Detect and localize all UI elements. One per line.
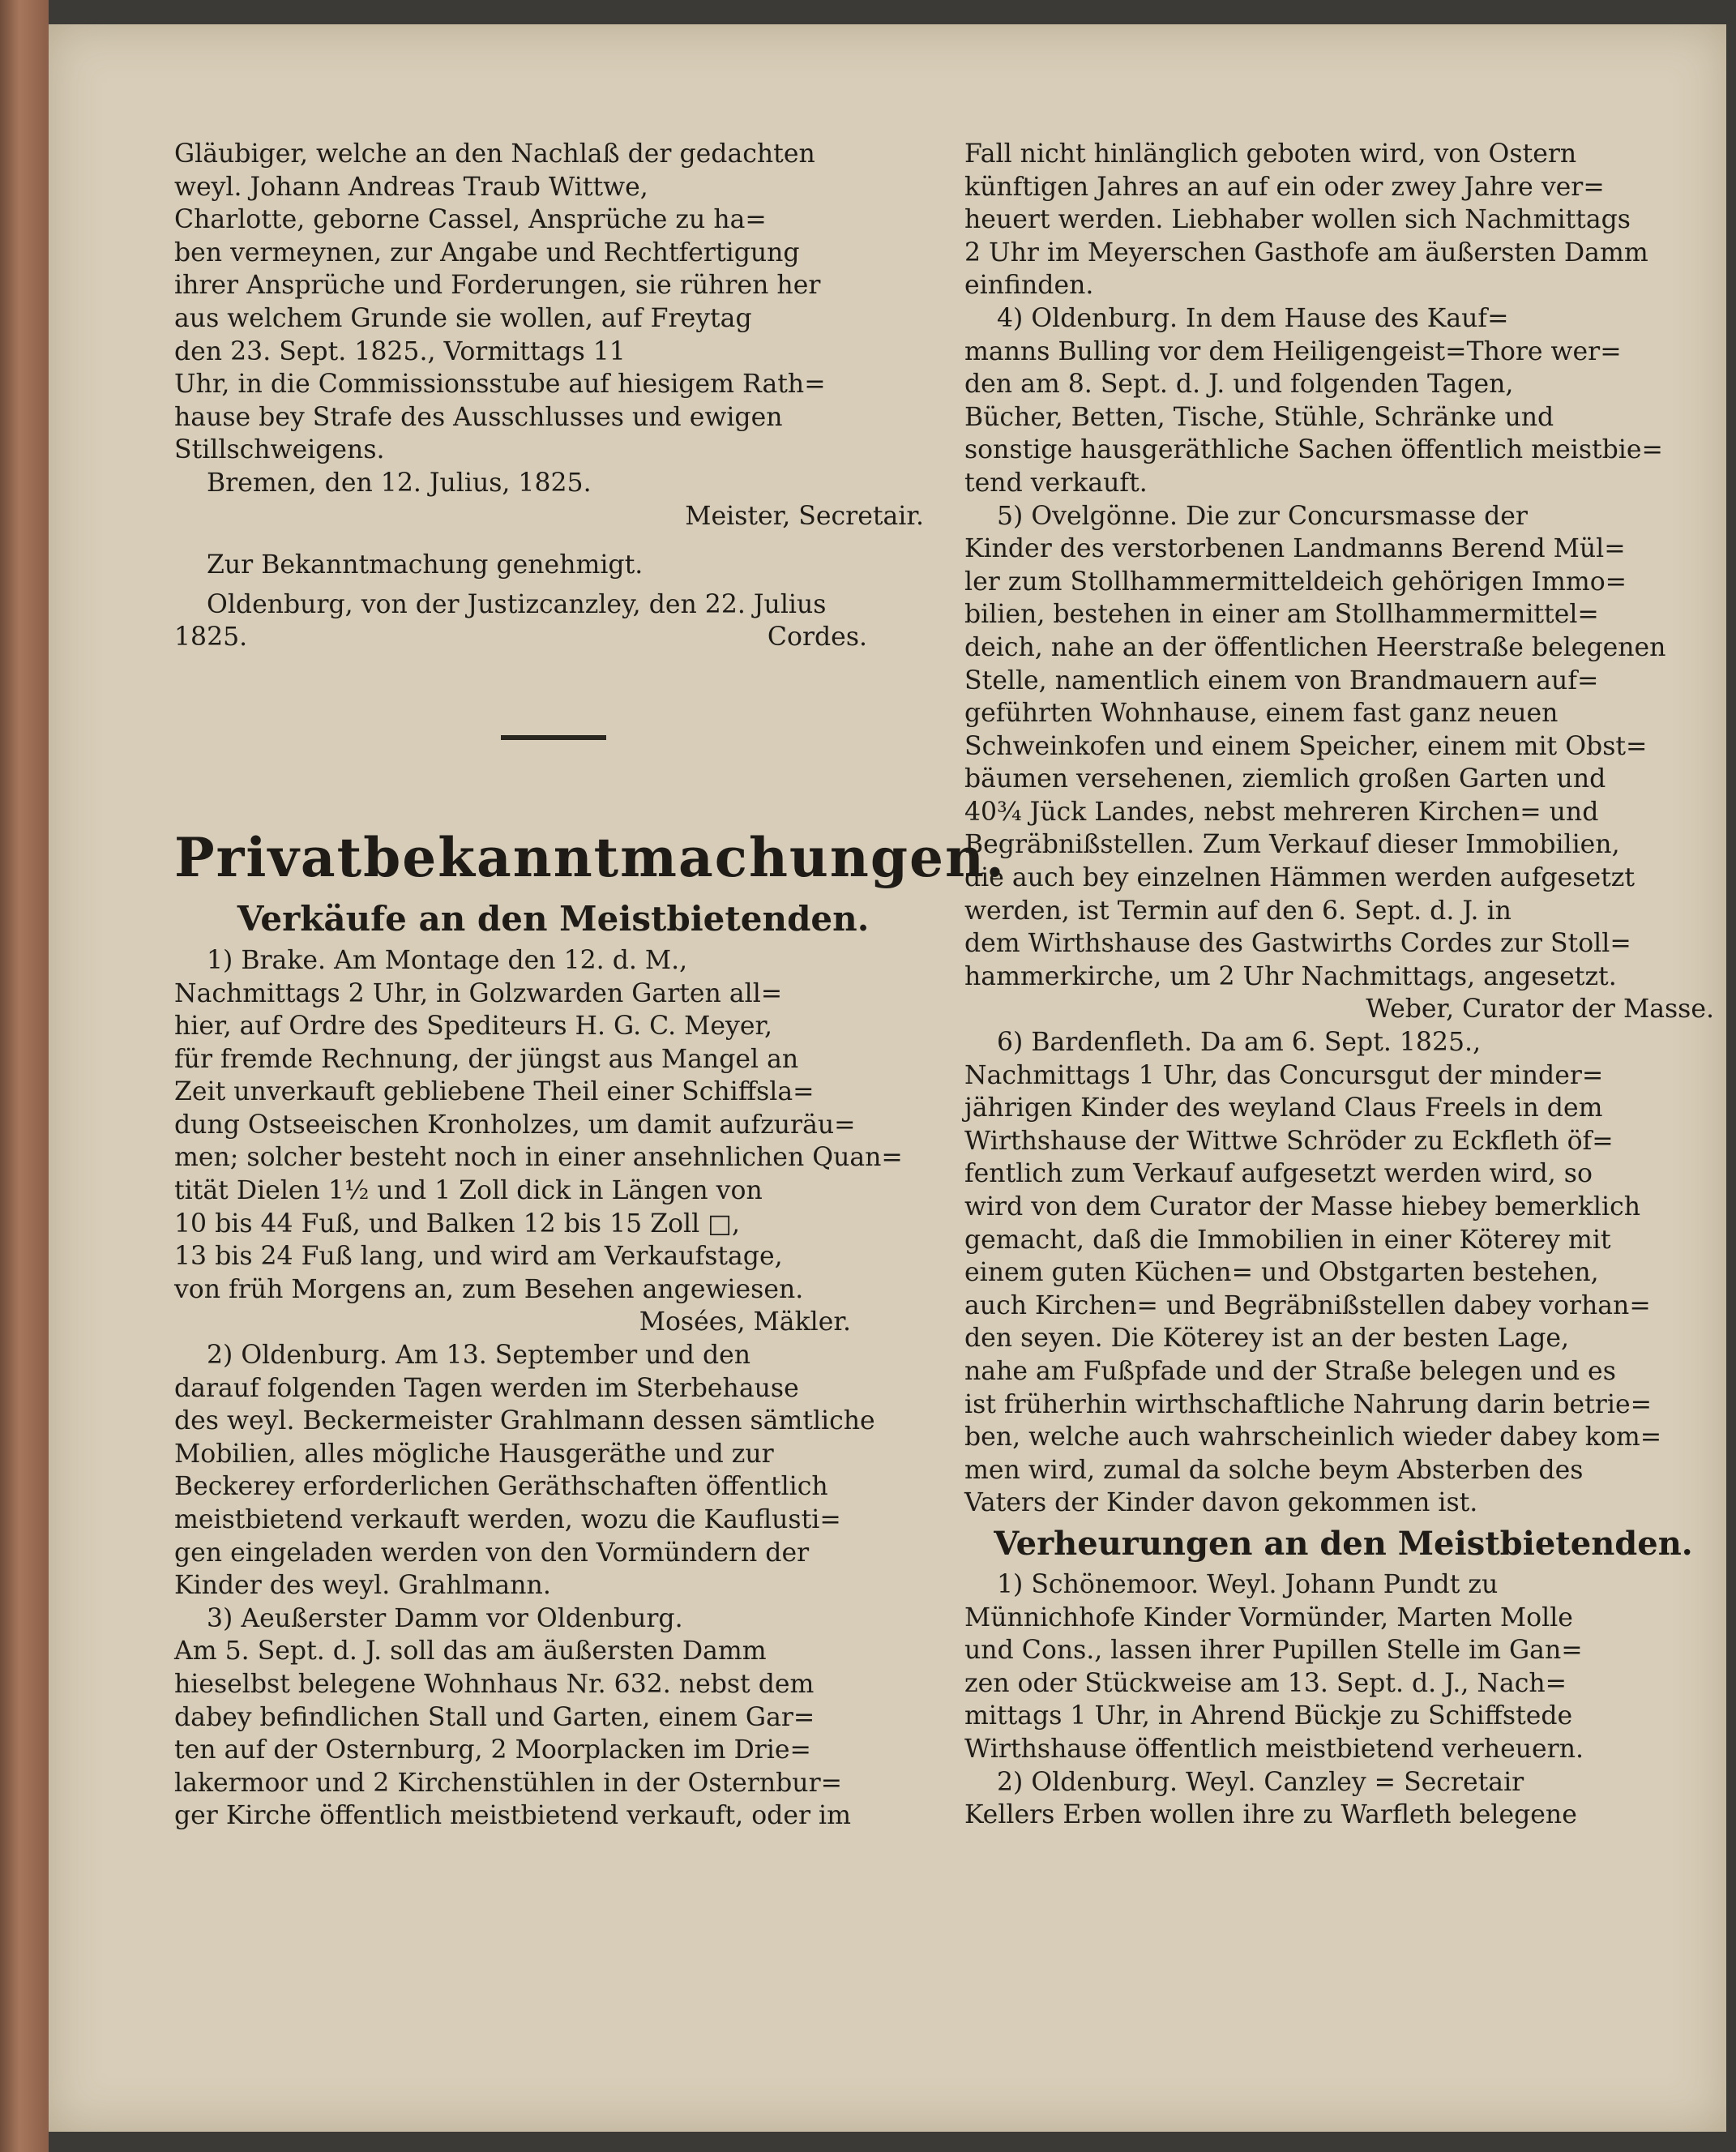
text-line: 1) Brake. Am Montage den 12. d. M., — [207, 945, 688, 975]
text-line: 2) Oldenburg. Am 13. September und den — [207, 1341, 751, 1371]
text-line: Vaters der Kinder davon gekommen ist. — [964, 1488, 1478, 1518]
text-line: Charlotte, geborne Cassel, Ansprüche zu ha= — [174, 205, 767, 235]
listing-item — [964, 500, 1722, 1027]
text-line: Stillschweigens. — [174, 435, 385, 465]
text-line: Wirthshause öffentlich meistbietend verheuern. — [964, 1734, 1584, 1764]
text-line: für fremde Rechnung, der jüngst aus Mangel an — [174, 1044, 799, 1074]
approval-place: Oldenburg, von der Justizcanzley, den 22. Julius — [207, 589, 827, 619]
text-line: hier, auf Ordre des Spediteurs H. G. C. Meyer, — [174, 1012, 773, 1042]
text-line: Gläubiger, welche an den Nachlaß der gedachten — [174, 139, 815, 169]
text-line: tend verkauft. — [964, 468, 1148, 498]
text-line: aus welchem Grunde sie wollen, auf Freytag — [174, 303, 752, 333]
text-line: Schweinkofen und einem Speicher, einem mit Obst= — [964, 731, 1648, 761]
subsection-heading: Verkäufe an den Meistbietenden. — [237, 898, 870, 939]
text-line: ger Kirche öffentlich meistbietend verkauft, oder im — [174, 1801, 851, 1831]
subsection-heading: Verheurungen an den Meistbietenden. — [994, 1524, 1693, 1563]
text-line: men; solcher besteht noch in einer ansehnlichen Quan= — [174, 1143, 903, 1173]
listing-item — [964, 1568, 1722, 1766]
listing-item — [964, 138, 1722, 302]
text-line: Zeit unverkauft gebliebene Theil einer Schiffsla= — [174, 1077, 815, 1107]
text-line: Kinder des weyl. Grahlmann. — [174, 1571, 551, 1601]
text-line: Mobilien, alles mögliche Hausgeräthe und zur — [174, 1439, 774, 1469]
text-line: Am 5. Sept. d. J. soll das am äußersten Damm — [174, 1636, 767, 1666]
text-line: zen oder Stückweise am 13. Sept. d. J., Nach= — [964, 1668, 1567, 1698]
text-line: 2) Oldenburg. Weyl. Canzley = Secretair — [997, 1767, 1524, 1797]
text-line: 2 Uhr im Meyerschen Gasthofe am äußersten Damm — [964, 237, 1648, 267]
text-line: Fall nicht hinlänglich geboten wird, von Ostern — [964, 139, 1577, 169]
text-line: Begräbnißstellen. Zum Verkauf dieser Immobilien, — [964, 830, 1620, 860]
text-line: sonstige hausgeräthliche Sachen öffentlich meistbie= — [964, 435, 1663, 465]
text-line: ben vermeynen, zur Angabe und Rechtfertigung — [174, 237, 800, 267]
text-line: hieselbst belegene Wohnhaus Nr. 632. nebst dem — [174, 1669, 815, 1699]
listing-item — [174, 1602, 932, 1833]
text-line: Kellers Erben wollen ihre zu Warfleth belegene — [964, 1800, 1577, 1830]
text-line: fentlich zum Verkauf aufgesetzt werden wird, so — [964, 1159, 1593, 1189]
text-line: gemacht, daß die Immobilien in einer Köterey mit — [964, 1225, 1611, 1255]
listing-item — [174, 1339, 932, 1602]
listing-item — [964, 1766, 1722, 1832]
text-line: manns Bulling vor dem Heiligengeist=Thore wer= — [964, 336, 1622, 366]
text-line: einem guten Küchen= und Obstgarten bestehen, — [964, 1258, 1599, 1288]
text-line: ist früherhin wirthschaftliche Nahrung darin betrie= — [964, 1389, 1652, 1419]
text-line: tität Dielen 1½ und 1 Zoll dick in Längen von — [174, 1176, 763, 1206]
text-line: bäumen versehenen, ziemlich großen Garten und — [964, 764, 1606, 794]
approval-year: 1825. — [174, 622, 248, 652]
text-line: Beckerey erforderlichen Geräthschaften öffentlich — [174, 1472, 828, 1502]
text-line: künftigen Jahres an auf ein oder zwey Jahre ver= — [964, 172, 1605, 202]
text-line: 13 bis 24 Fuß lang, und wird am Verkaufstage, — [174, 1242, 783, 1272]
text-line: 10 bis 44 Fuß, und Balken 12 bis 15 Zoll □, — [174, 1209, 740, 1239]
text-line: 40¾ Jück Landes, nebst mehreren Kirchen= und — [964, 797, 1599, 827]
text-line: jährigen Kinder des weyland Claus Freels in dem — [964, 1093, 1603, 1123]
text-line: wird von dem Curator der Masse hiebey bemerklich — [964, 1192, 1640, 1221]
listing-item — [964, 302, 1722, 500]
text-line: geführten Wohnhause, einem fast ganz neuen — [964, 699, 1559, 729]
listing-item — [174, 944, 932, 1339]
text-line: von früh Morgens an, zum Besehen angewiesen. — [174, 1274, 804, 1304]
text-line: Münnichhofe Kinder Vormünder, Marten Molle — [964, 1602, 1573, 1632]
text-line: auch Kirchen= und Begräbnißstellen dabey vorhan= — [964, 1290, 1651, 1320]
text-line: lakermoor und 2 Kirchenstühlen in der Osternbur= — [174, 1768, 843, 1798]
text-line: Nachmittags 1 Uhr, das Concursgut der minder= — [964, 1060, 1604, 1090]
text-line: den seyen. Die Köterey ist an der besten Lage, — [964, 1324, 1570, 1354]
text-line: dem Wirthshause des Gastwirths Cordes zur Stoll= — [964, 929, 1631, 959]
section-heading: Privatbekanntmachungen. — [174, 825, 1007, 889]
text-line: Stelle, namentlich einem von Brandmauern auf= — [964, 665, 1599, 695]
text-line: 1) Schönemoor. Weyl. Johann Pundt zu — [997, 1569, 1499, 1599]
place-date: Bremen, den 12. Julius, 1825. — [207, 468, 592, 498]
text-line: hause bey Strafe des Ausschlusses und ewigen — [174, 402, 783, 432]
text-line: meistbietend verkauft werden, wozu die Kauflusti= — [174, 1505, 841, 1534]
text-line: des weyl. Beckermeister Grahlmann dessen sämtliche — [174, 1406, 875, 1436]
text-line: den 23. Sept. 1825., Vormittags 11 — [174, 336, 626, 366]
text-line: die auch bey einzelnen Hämmen werden aufgesetzt — [964, 863, 1636, 893]
text-line: 3) Aeußerster Damm vor Oldenburg. — [207, 1603, 683, 1633]
text-line: nahe am Fußpfade und der Straße belegen und es — [964, 1356, 1616, 1386]
text-line: mittags 1 Uhr, in Ahrend Bückje zu Schiffstede — [964, 1701, 1573, 1731]
text-line: einfinden. — [964, 271, 1094, 301]
text-line: men wird, zumal da solche beym Absterben des — [964, 1455, 1584, 1485]
text-line: darauf folgenden Tagen werden im Sterbehause — [174, 1373, 799, 1403]
signature: Meister, Secretair. — [685, 501, 924, 531]
curator-signature: Weber, Curator der Masse. — [1366, 995, 1714, 1025]
approval-footer — [174, 621, 932, 654]
book-page-edge — [0, 0, 49, 2152]
text-line: Bücher, Betten, Tische, Stühle, Schränke und — [964, 402, 1554, 432]
text-line: heuert werden. Liebhaber wollen sich Nachmittags — [964, 205, 1631, 235]
text-line: ler zum Stollhammermitteldeich gehörigen Immo= — [964, 567, 1627, 597]
text-line: hammerkirche, um 2 Uhr Nachmittags, angesetzt. — [964, 961, 1617, 991]
notice-paragraph — [174, 138, 932, 467]
text-line: Uhr, in die Commissionsstube auf hiesigem Rath= — [174, 370, 826, 400]
text-line: ihrer Ansprüche und Forderungen, sie rühren her — [174, 271, 821, 301]
text-line: 5) Ovelgönne. Die zur Concursmasse der — [997, 501, 1528, 531]
broker-signature: Mosées, Mäkler. — [639, 1307, 851, 1337]
approval-signature: Cordes. — [767, 622, 867, 652]
right-column — [964, 138, 1722, 1832]
text-line: ben, welche auch wahrscheinlich wieder dabey kom= — [964, 1423, 1662, 1452]
text-line: bilien, bestehen in einer am Stollhammermittel= — [964, 600, 1599, 630]
text-line: Wirthshause der Wittwe Schröder zu Eckfleth öf= — [964, 1126, 1614, 1156]
approval-line: Zur Bekanntmachung genehmigt. — [207, 550, 644, 580]
text-line: dung Ostseeischen Kronholzes, um damit aufzuräu= — [174, 1110, 856, 1140]
text-line: dabey befindlichen Stall und Garten, einem Gar= — [174, 1702, 815, 1732]
listing-item — [964, 1026, 1722, 1520]
text-line: 4) Oldenburg. In dem Hause des Kauf= — [997, 303, 1509, 333]
text-line: deich, nahe an der öffentlichen Heerstraße belegenen — [964, 632, 1666, 662]
section-divider — [501, 735, 606, 740]
text-line: werden, ist Termin auf den 6. Sept. d. J. in — [964, 896, 1512, 926]
text-line: den am 8. Sept. d. J. und folgenden Tagen, — [964, 370, 1514, 400]
text-line: und Cons., lassen ihrer Pupillen Stelle im Gan= — [964, 1636, 1583, 1666]
left-column — [174, 138, 1007, 1833]
text-line: 6) Bardenfleth. Da am 6. Sept. 1825., — [997, 1028, 1482, 1058]
text-line: weyl. Johann Andreas Traub Wittwe, — [174, 172, 648, 202]
text-line: Kinder des verstorbenen Landmanns Berend Mül= — [964, 534, 1626, 564]
text-line: Nachmittags 2 Uhr, in Golzwarden Garten all= — [174, 978, 783, 1008]
text-line: ten auf der Osternburg, 2 Moorplacken im Drie= — [174, 1735, 811, 1765]
text-line: gen eingeladen werden von den Vormündern der — [174, 1538, 810, 1568]
